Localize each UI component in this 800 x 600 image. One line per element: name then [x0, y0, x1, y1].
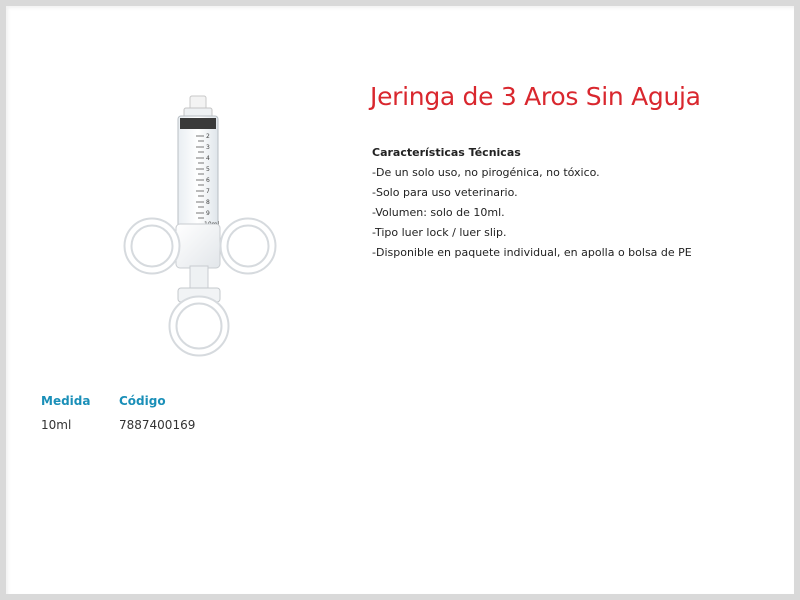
- syringe-flange: [176, 224, 220, 268]
- syringe-barrel: [178, 116, 218, 228]
- spec-item: -Solo para uso veterinario.: [372, 186, 518, 199]
- specifications-heading: Características Técnicas: [372, 146, 521, 159]
- spec-item: -Volumen: solo de 10ml.: [372, 206, 505, 219]
- code-value: 7887400169: [119, 418, 196, 432]
- spec-item: -De un solo uso, no pirogénica, no tóxico.: [372, 166, 600, 179]
- size-value: 10ml: [41, 418, 72, 432]
- scale-label: 3: [206, 144, 210, 151]
- syringe-product-image: [120, 90, 280, 360]
- product-title: Jeringa de 3 Aros Sin Aguja: [370, 82, 701, 111]
- scale-label: 6: [206, 177, 210, 184]
- scale-label: 8: [206, 199, 210, 206]
- scale-label: 2: [206, 133, 210, 140]
- syringe-stopper: [180, 118, 216, 129]
- column-header-code: Código: [119, 394, 166, 408]
- spec-item: -Disponible en paquete individual, en apolla o bolsa de PE: [372, 246, 692, 259]
- specifications-block: [372, 143, 772, 263]
- scale-label: 7: [206, 188, 210, 195]
- column-header-size: Medida: [41, 394, 91, 408]
- scale-label: 4: [206, 155, 210, 162]
- spec-item: -Tipo luer lock / luer slip.: [372, 226, 507, 239]
- scale-label: 9: [206, 210, 210, 217]
- scale-label: 5: [206, 166, 210, 173]
